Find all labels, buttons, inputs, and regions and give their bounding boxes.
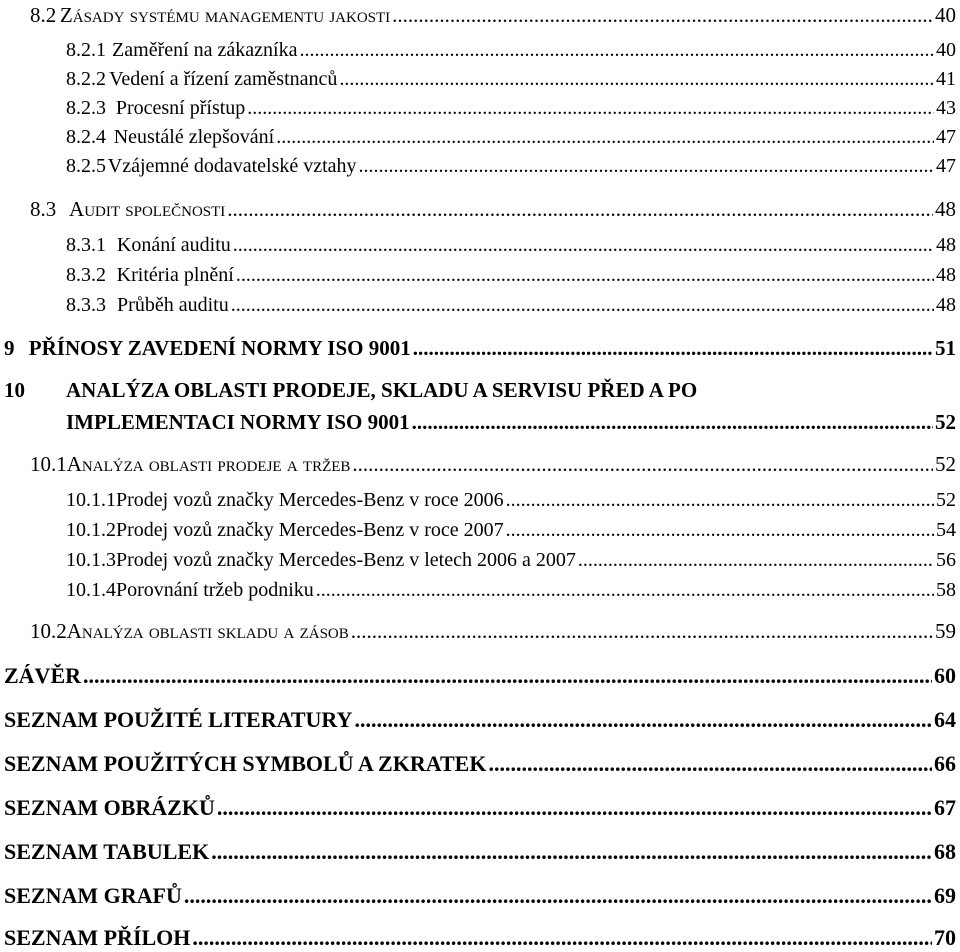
toc-number: 8.3.1: [66, 234, 106, 256]
toc-entry-8-2-3[interactable]: [66, 97, 956, 120]
leader-dots: [217, 795, 932, 821]
toc-entry-zaver[interactable]: [4, 663, 956, 689]
toc-number: 8.2.4: [66, 126, 106, 148]
toc-entry-10-1[interactable]: [30, 452, 956, 477]
toc-title: Kritéria plnění: [116, 264, 234, 286]
leader-dots: [211, 839, 932, 865]
leader-dots: [413, 336, 933, 361]
toc-number: 10.1: [30, 452, 67, 476]
toc-title: Zásady systému managementu jakosti: [59, 3, 391, 27]
leader-dots: [192, 925, 932, 951]
toc-entry-8-2-5[interactable]: [66, 155, 956, 178]
leader-dots: [276, 126, 934, 149]
toc-entry-grafy[interactable]: [4, 883, 956, 909]
toc-number: 10.1.1: [66, 489, 116, 511]
toc-title: Analýza oblasti skladu a zásob: [66, 619, 349, 643]
toc-page: 64: [934, 707, 956, 732]
toc-page: 40: [936, 39, 956, 61]
toc-entry-8-3-3[interactable]: [66, 294, 956, 317]
toc-number: 8.2.5: [66, 155, 106, 177]
toc-page: 48: [935, 197, 956, 221]
toc-page: 47: [936, 126, 956, 148]
toc-number: 8.3.2: [66, 264, 106, 286]
toc-entry-8-2-1[interactable]: [66, 39, 956, 62]
toc-title: Konání auditu: [116, 234, 231, 256]
leader-dots: [300, 39, 935, 62]
leader-dots: [227, 197, 933, 222]
toc-title: SEZNAM POUŽITÝCH SYMBOLŮ A ZKRATEK: [4, 751, 487, 776]
toc-page: 70: [934, 925, 956, 950]
leader-dots: [83, 663, 932, 689]
toc-page: 66: [934, 751, 956, 776]
toc-page: 52: [935, 452, 956, 476]
leader-dots: [506, 519, 934, 542]
toc-entry-8-3[interactable]: [30, 197, 956, 222]
toc-title: Vedení a řízení zaměstnanců: [109, 68, 338, 90]
leader-dots: [339, 68, 934, 91]
toc-page: 54: [936, 519, 956, 541]
toc-title: Prodej vozů značky Mercedes-Benz v letech 2006 a 2007: [116, 549, 576, 571]
toc-number: 8.3: [30, 197, 57, 221]
toc-number: 8.2.2: [66, 68, 106, 90]
toc-number: 10: [4, 378, 25, 402]
toc-number: 8.2.3: [66, 97, 106, 119]
leader-dots: [351, 619, 933, 644]
leader-dots: [184, 883, 932, 909]
toc-entry-8-3-2[interactable]: [66, 264, 956, 287]
leader-dots: [488, 751, 932, 777]
toc-title: Prodej vozů značky Mercedes-Benz v roce 2007: [116, 519, 504, 541]
toc-number: 10.1.3: [66, 549, 116, 571]
toc-title: SEZNAM POUŽITÉ LITERATURY: [4, 707, 353, 732]
toc-title: ZÁVĚR: [4, 663, 82, 688]
toc-title: Vzájemné dodavatelské vztahy: [107, 155, 357, 177]
toc-page: 51: [935, 336, 956, 360]
leader-dots: [247, 97, 934, 120]
leader-dots: [236, 264, 934, 287]
toc-entry-8-3-1[interactable]: [66, 234, 956, 257]
toc-page: 48: [936, 234, 956, 256]
leader-dots: [506, 489, 934, 512]
toc-page: 47: [936, 155, 956, 177]
toc-title: Audit společnosti: [69, 197, 226, 221]
toc-page: 68: [934, 839, 956, 864]
toc-page: 48: [936, 264, 956, 286]
toc-number: 8.2: [30, 3, 57, 27]
toc-page: 67: [934, 795, 956, 820]
toc-number: 10.2: [30, 619, 67, 643]
toc-entry-10-1-1[interactable]: [66, 489, 956, 512]
toc-entry-10-line2[interactable]: [66, 410, 956, 435]
toc-page: 58: [936, 579, 956, 601]
toc-entry-8-2-4[interactable]: [66, 126, 956, 149]
toc-title: Analýza oblasti prodeje a tržeb: [66, 452, 351, 476]
toc-title: Zaměření na zákazníka: [112, 39, 298, 61]
toc-title: Procesní přístup: [115, 97, 246, 119]
toc-page: 52: [936, 489, 956, 511]
leader-dots: [354, 707, 932, 733]
toc-entry-tabulky[interactable]: [4, 839, 956, 865]
toc-page: 40: [935, 3, 956, 27]
toc-title: SEZNAM GRAFŮ: [4, 883, 182, 908]
toc-entry-10-2[interactable]: [30, 619, 956, 644]
toc-page: 48: [936, 294, 956, 316]
toc-title: PŘÍNOSY ZAVEDENÍ NORMY ISO 9001: [28, 336, 411, 360]
toc-number: 9: [4, 336, 15, 360]
toc-entry-obrazky[interactable]: [4, 795, 956, 821]
leader-dots: [233, 234, 934, 257]
toc-entry-literatura[interactable]: [4, 707, 956, 733]
toc-title: ANALÝZA OBLASTI PRODEJE, SKLADU A SERVISU PŘED A PO: [66, 378, 698, 402]
toc-page: 60: [934, 663, 956, 688]
leader-dots: [412, 410, 933, 435]
toc-title: Neustálé zlepšování: [113, 126, 275, 148]
toc-number: 10.1.4: [66, 579, 116, 601]
leader-dots: [231, 294, 934, 317]
toc-number: 8.3.3: [66, 294, 106, 316]
leader-dots: [352, 452, 933, 477]
toc-page: 43: [936, 97, 956, 119]
leader-dots: [359, 155, 934, 178]
toc-entry-10-1-4[interactable]: [66, 579, 956, 602]
toc-title-continued: IMPLEMENTACI NORMY ISO 9001: [66, 410, 410, 434]
toc-title: SEZNAM OBRÁZKŮ: [4, 795, 215, 820]
toc-number: 10.1.2: [66, 519, 116, 541]
toc-entry-10-1-2[interactable]: [66, 519, 956, 542]
toc-title: Průběh auditu: [117, 294, 229, 316]
toc-entry-8-2[interactable]: [30, 3, 956, 28]
toc-entry-symboly[interactable]: [4, 751, 956, 777]
toc-page: 59: [935, 619, 956, 643]
leader-dots: [578, 549, 934, 572]
toc-page: 56: [936, 549, 956, 571]
toc-title: Prodej vozů značky Mercedes-Benz v roce 2006: [116, 489, 504, 511]
leader-dots: [392, 3, 933, 28]
toc-entry-10-1-3[interactable]: [66, 549, 956, 572]
leader-dots: [316, 579, 934, 602]
toc-number: 8.2.1: [66, 39, 106, 61]
toc-title: SEZNAM PŘÍLOH: [4, 925, 191, 950]
toc-entry-8-2-2[interactable]: [66, 68, 956, 91]
toc-title: Porovnání tržeb podniku: [116, 579, 314, 601]
toc-entry-9[interactable]: [4, 336, 956, 361]
toc-page: 52: [935, 410, 956, 434]
toc-entry-10-line1[interactable]: [4, 378, 697, 403]
toc-page: 69: [934, 883, 956, 908]
toc-page: 41: [936, 68, 956, 90]
toc-title: SEZNAM TABULEK: [4, 839, 210, 864]
toc-entry-prilohy[interactable]: [4, 925, 956, 951]
